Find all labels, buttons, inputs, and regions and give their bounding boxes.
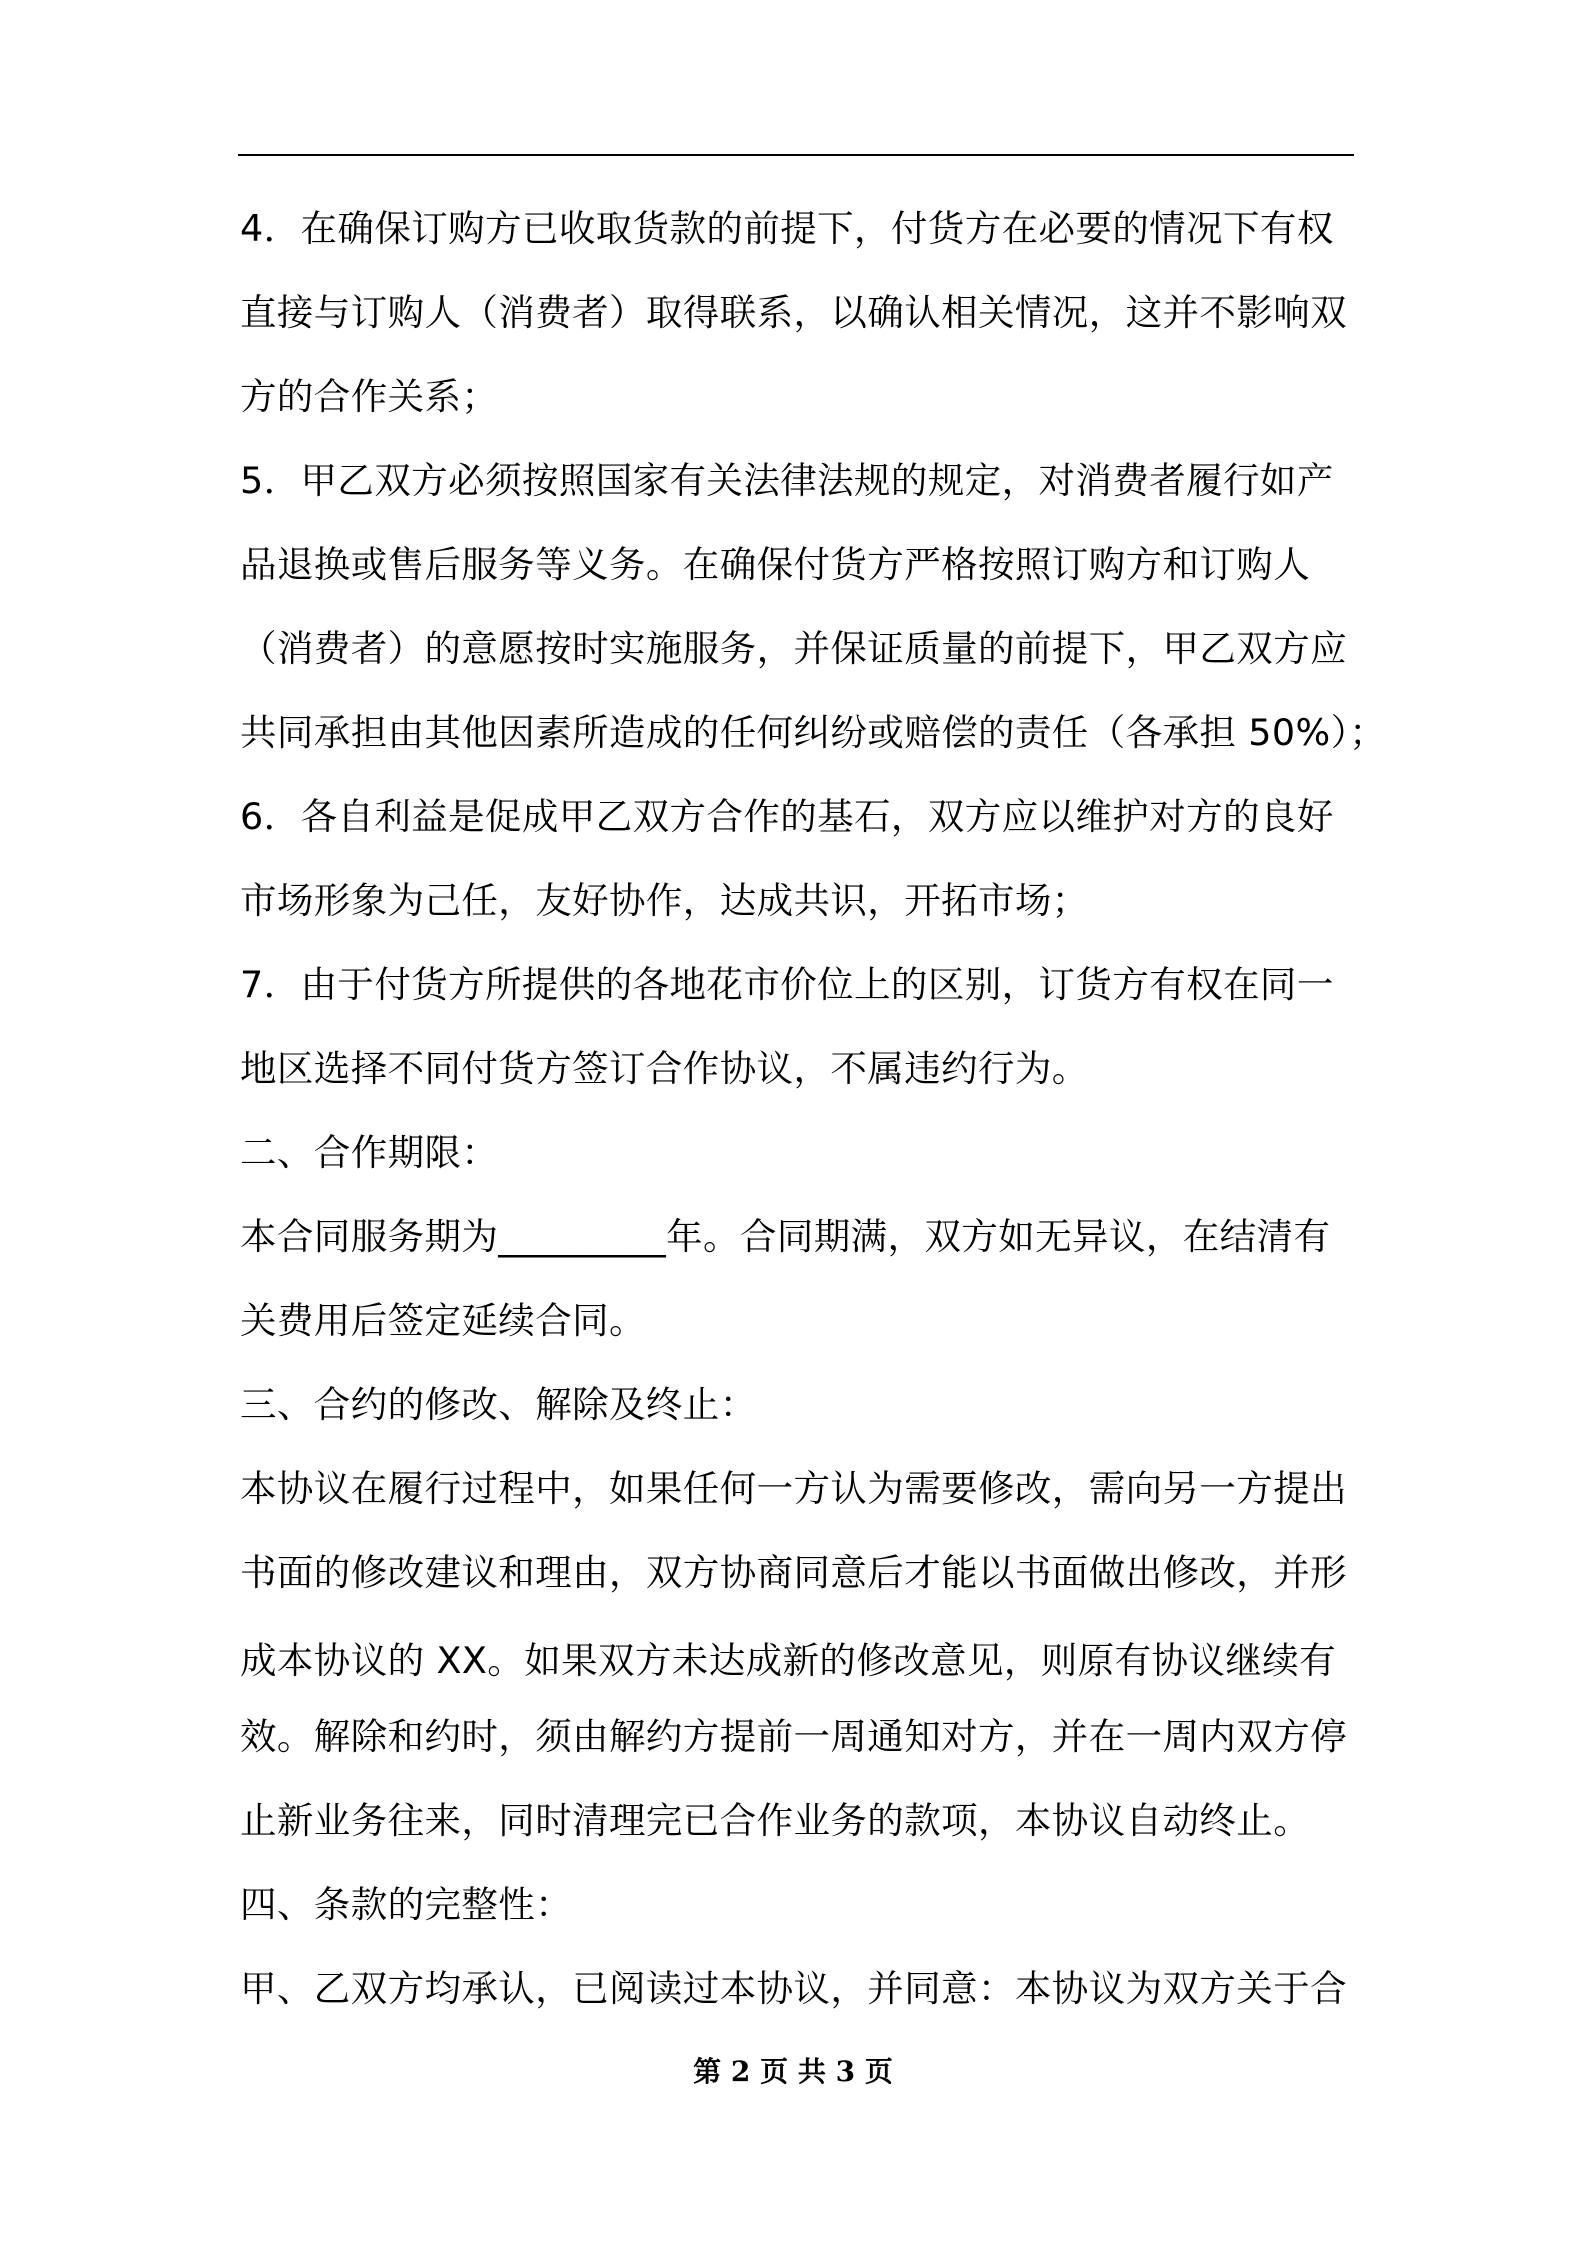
text-line: 本合同服务期为_________年。合同期满，双方如无异议，在结清有 [240, 1215, 1331, 1258]
text-line: 效。解除和约时，须由解约方提前一周通知对方，并在一周内双方停 [240, 1715, 1347, 1758]
text-line: 地区选择不同付货方签订合作协议，不属违约行为。 [240, 1047, 1089, 1090]
text-line: 成本协议的 XX。如果双方未达成新的修改意见，则原有协议继续有 [240, 1639, 1337, 1682]
text-line: 7．由于付货方所提供的各地花市价位上的区别，订货方有权在同一 [240, 963, 1334, 1006]
text-line: 共同承担由其他因素所造成的任何纠纷或赔偿的责任（各承担 50%）； [240, 711, 1387, 754]
header-rule [238, 154, 1354, 156]
text-line: 品退换或售后服务等义务。在确保付货方严格按照订购方和订购人 [240, 543, 1311, 586]
text-line: 6．各自利益是促成甲乙双方合作的基石，双方应以维护对方的良好 [240, 795, 1334, 838]
section-heading: 二、合作期限： [240, 1131, 499, 1174]
text-line: 书面的修改建议和理由，双方协商同意后才能以书面做出修改，并形 [240, 1551, 1347, 1594]
text-line: 5．甲乙双方必须按照国家有关法律法规的规定，对消费者履行如产 [240, 459, 1334, 502]
text-line: 直接与订购人（消费者）取得联系，以确认相关情况，这并不影响双 [240, 291, 1347, 334]
text-line: 方的合作关系； [240, 375, 499, 418]
text-line: 市场形象为己任，友好协作，达成共识，开拓市场； [240, 879, 1089, 922]
text-line: 关费用后签定延续合同。 [240, 1299, 646, 1342]
page-number: 第 2 页 共 3 页 [693, 2055, 893, 2088]
section-heading: 四、条款的完整性： [240, 1883, 573, 1926]
text-line: 本协议在履行过程中，如果任何一方认为需要修改，需向另一方提出 [240, 1467, 1347, 1510]
text-line: 4．在确保订购方已收取货款的前提下，付货方在必要的情况下有权 [240, 207, 1334, 250]
text-line: 止新业务往来，同时清理完已合作业务的款项，本协议自动终止。 [240, 1799, 1311, 1842]
text-line: （消费者）的意愿按时实施服务，并保证质量的前提下，甲乙双方应 [240, 627, 1347, 670]
section-heading: 三、合约的修改、解除及终止： [240, 1383, 757, 1426]
text-line: 甲、乙双方均承认，已阅读过本协议，并同意：本协议为双方关于合 [240, 1967, 1347, 2010]
